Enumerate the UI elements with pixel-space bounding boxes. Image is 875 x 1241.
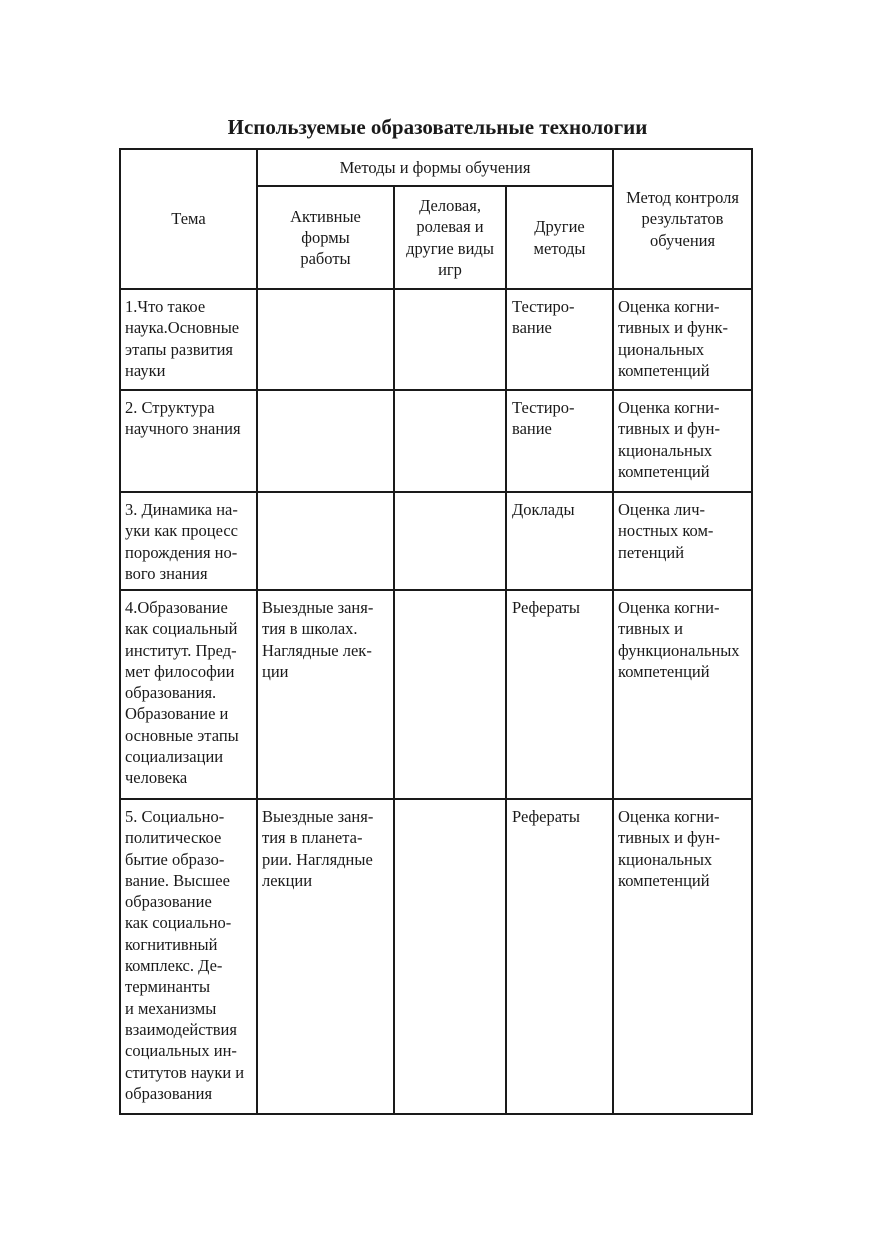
header-other-methods: Другие методы bbox=[506, 186, 613, 289]
table-row bbox=[120, 590, 752, 799]
cell-games bbox=[394, 799, 506, 1114]
cell-control: Оценка когни- тивных и функциональных компетенций bbox=[613, 590, 752, 799]
cell-active bbox=[257, 289, 394, 390]
header-control-method: Метод контроля результатов обучения bbox=[613, 149, 752, 289]
cell-control: Оценка когни- тивных и фун- кциональных компетенций bbox=[613, 799, 752, 1114]
header-games: Деловая, ролевая и другие виды игр bbox=[394, 186, 506, 289]
cell-active bbox=[257, 390, 394, 492]
table-row bbox=[120, 390, 752, 492]
header-row-1 bbox=[120, 149, 752, 186]
table-row bbox=[120, 492, 752, 590]
cell-other: Тестиро- вание bbox=[506, 289, 613, 390]
cell-topic: 3. Динамика на- уки как процесс порождения но- вого знания bbox=[120, 492, 257, 590]
cell-active: Выездные заня- тия в школах. Наглядные лек- ции bbox=[257, 590, 394, 799]
cell-other: Доклады bbox=[506, 492, 613, 590]
table-row bbox=[120, 799, 752, 1114]
cell-other: Рефераты bbox=[506, 799, 613, 1114]
header-methods-group: Методы и формы обучения bbox=[257, 149, 613, 186]
header-topic: Тема bbox=[120, 149, 257, 289]
page-title: Используемые образовательные технологии bbox=[227, 115, 648, 139]
cell-games bbox=[394, 390, 506, 492]
cell-topic: 1.Что такое наука.Основные этапы развития науки bbox=[120, 289, 257, 390]
cell-topic: 2. Структура научного знания bbox=[120, 390, 257, 492]
cell-control: Оценка когни- тивных и фун- кциональных компетенций bbox=[613, 390, 752, 492]
cell-active: Выездные заня- тия в планета- рии. Наглядные лекции bbox=[257, 799, 394, 1114]
cell-active bbox=[257, 492, 394, 590]
cell-games bbox=[394, 590, 506, 799]
technologies-table bbox=[119, 148, 753, 1115]
cell-control: Оценка лич- ностных ком- петенций bbox=[613, 492, 752, 590]
cell-topic: 4.Образование как социальный институт. Пред- мет философии образования. Образование и основные этапы социализации человека bbox=[120, 590, 257, 799]
cell-topic: 5. Социально- политическое бытие образо- вание. Высшее образование как социально- когнитивный комплекс. Де- терминанты и механизмы взаимодействия социальных ин- ститутов науки и образования bbox=[120, 799, 257, 1114]
table-row bbox=[120, 289, 752, 390]
cell-games bbox=[394, 492, 506, 590]
cell-games bbox=[394, 289, 506, 390]
header-active-forms: Активные формы работы bbox=[257, 186, 394, 289]
cell-control: Оценка когни- тивных и функ- циональных компетенций bbox=[613, 289, 752, 390]
cell-other: Рефераты bbox=[506, 590, 613, 799]
cell-other: Тестиро- вание bbox=[506, 390, 613, 492]
